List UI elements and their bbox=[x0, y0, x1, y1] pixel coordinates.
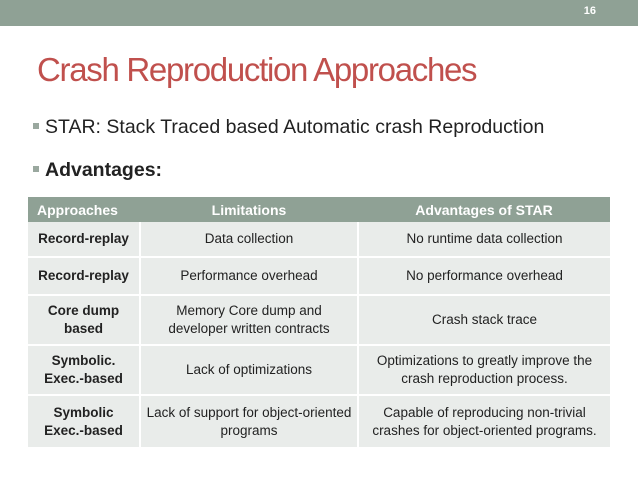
table-row bbox=[28, 395, 610, 448]
bullet-text: STAR: Stack Traced based Automatic crash Reproduction bbox=[45, 116, 545, 138]
limitation-cell: Data collection bbox=[140, 222, 358, 257]
bullet-text: Advantages: bbox=[45, 159, 163, 181]
slide-title: Crash Reproduction Approaches bbox=[37, 51, 477, 88]
table-row bbox=[28, 345, 610, 395]
comparison-table bbox=[28, 197, 610, 449]
approach-cell: Core dump based bbox=[28, 295, 140, 345]
page-number: 16 bbox=[583, 5, 596, 17]
advantage-cell: Optimizations to greatly improve the crash reproduction process. bbox=[358, 345, 610, 395]
bullet-square-icon bbox=[33, 166, 39, 172]
advantage-cell: Crash stack trace bbox=[358, 295, 610, 345]
bullet-square-icon bbox=[33, 123, 39, 129]
advantage-cell: No runtime data collection bbox=[358, 222, 610, 257]
limitation-cell: Performance overhead bbox=[140, 257, 358, 295]
table-row bbox=[28, 257, 610, 295]
approach-cell: Symbolic. Exec.-based bbox=[28, 345, 140, 395]
table-header-row bbox=[28, 197, 610, 222]
top-bar bbox=[0, 0, 638, 26]
approach-cell: Symbolic Exec.-based bbox=[28, 395, 140, 448]
bullet-star bbox=[33, 116, 544, 139]
table-row bbox=[28, 295, 610, 345]
limitation-cell: Lack of optimizations bbox=[140, 345, 358, 395]
bullet-advantages bbox=[33, 159, 162, 182]
approach-cell: Record-replay bbox=[28, 257, 140, 295]
approach-cell: Record-replay bbox=[28, 222, 140, 257]
limitation-cell: Memory Core dump and developer written contracts bbox=[140, 295, 358, 345]
table-row bbox=[28, 222, 610, 257]
header-advantages: Advantages of STAR bbox=[358, 197, 610, 222]
limitation-cell: Lack of support for object-oriented programs bbox=[140, 395, 358, 448]
header-limitations: Limitations bbox=[140, 197, 358, 222]
advantage-cell: No performance overhead bbox=[358, 257, 610, 295]
header-approaches: Approaches bbox=[28, 197, 140, 222]
advantage-cell: Capable of reproducing non-trivial crashes for object-oriented programs. bbox=[358, 395, 610, 448]
